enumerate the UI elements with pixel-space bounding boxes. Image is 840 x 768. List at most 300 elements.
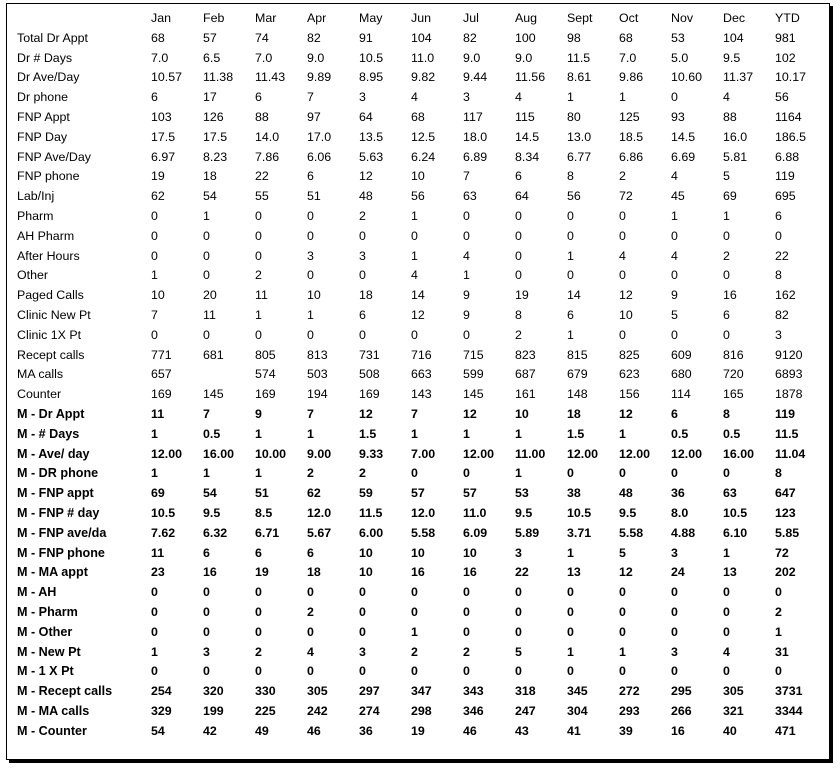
table-cell: 6 (775, 208, 782, 223)
table-cell: 63 (463, 189, 477, 204)
table-cell: 0 (203, 248, 210, 263)
table-cell: 82 (463, 30, 477, 45)
table-cell: 0 (619, 604, 626, 619)
row-label: Clinic 1X Pt (17, 327, 82, 342)
table-cell: 0 (723, 604, 730, 619)
table-cell: 6 (515, 169, 522, 184)
table-cell: 1 (567, 644, 574, 659)
table-cell: 10 (151, 288, 165, 303)
table-cell: 687 (515, 367, 536, 382)
table-cell: 3 (359, 644, 366, 659)
table-cell: 54 (203, 189, 217, 204)
table-cell: 815 (567, 347, 588, 362)
table-cell: 0 (307, 624, 314, 639)
table-cell: 3 (307, 248, 314, 263)
table-cell: 0 (619, 268, 626, 283)
table-cell: 14.5 (671, 129, 696, 144)
table-cell: 64 (359, 109, 373, 124)
table-cell: 0 (463, 664, 470, 679)
table-cell: 0 (567, 585, 574, 600)
table-cell: 6 (151, 90, 158, 105)
table-cell: 1 (515, 426, 522, 441)
table-cell: 295 (671, 684, 692, 699)
table-cell: 813 (307, 347, 328, 362)
table-row (17, 49, 822, 69)
row-label: FNP phone (17, 169, 80, 184)
table-cell: 0 (359, 585, 366, 600)
table-cell: 0 (463, 327, 470, 342)
table-cell: 80 (567, 109, 581, 124)
table-cell: 1 (463, 426, 470, 441)
table-cell: 0 (255, 248, 262, 263)
table-row (17, 445, 822, 465)
table-cell: 274 (359, 703, 380, 718)
table-cell: 18 (567, 406, 581, 421)
table-cell: 6 (567, 307, 574, 322)
table-cell: 1.5 (359, 426, 377, 441)
table-cell: 82 (775, 307, 789, 322)
table-cell: 2 (411, 644, 418, 659)
table-cell: 18.0 (463, 129, 488, 144)
row-label: M - FNP # day (17, 505, 100, 520)
table-cell: 3 (515, 545, 522, 560)
table-cell: 0 (203, 268, 210, 283)
table-cell: 8.5 (255, 505, 273, 520)
table-cell: 19 (411, 723, 425, 738)
table-cell: 7.62 (151, 525, 176, 540)
table-cell: 0 (723, 624, 730, 639)
table-cell: 10 (411, 169, 425, 184)
table-cell: 169 (359, 387, 380, 402)
row-label: M - FNP phone (17, 545, 105, 560)
table-cell: 12.00 (463, 446, 495, 461)
table-cell: 9.89 (307, 70, 332, 85)
table-cell: 91 (359, 30, 373, 45)
table-cell: 8 (723, 406, 730, 421)
table-cell: 1 (255, 307, 262, 322)
column-header-nov: Nov (671, 11, 694, 25)
table-cell: 1 (255, 466, 262, 481)
table-cell: 0 (151, 228, 158, 243)
table-cell: 4 (411, 268, 418, 283)
table-cell: 9 (671, 288, 678, 303)
table-cell: 12.00 (671, 446, 703, 461)
table-cell: 125 (619, 109, 640, 124)
table-cell: 202 (775, 565, 796, 580)
table-cell: 7.0 (151, 50, 169, 65)
table-row (17, 623, 822, 643)
table-cell: 0 (307, 228, 314, 243)
table-cell: 0 (359, 268, 366, 283)
column-header-apr: Apr (307, 11, 327, 25)
table-cell: 0 (515, 248, 522, 263)
row-label: M - 1 X Pt (17, 664, 74, 679)
table-cell: 0 (671, 624, 678, 639)
table-cell: 0 (463, 466, 470, 481)
table-cell: 123 (775, 505, 796, 520)
table-cell: 2 (619, 169, 626, 184)
table-cell: 16 (411, 565, 425, 580)
table-cell: 46 (307, 723, 321, 738)
table-cell: 2 (307, 604, 314, 619)
table-cell: 0 (567, 208, 574, 223)
table-cell: 48 (359, 189, 373, 204)
table-cell: 88 (255, 109, 269, 124)
table-cell: 6.89 (463, 149, 488, 164)
table-cell: 115 (515, 109, 535, 124)
table-cell: 8.61 (567, 70, 592, 85)
table-cell: 345 (567, 684, 588, 699)
table-cell: 82 (307, 30, 321, 45)
table-cell: 10.60 (671, 70, 703, 85)
table-row (17, 603, 822, 623)
table-row (17, 326, 822, 346)
table-cell: 9.5 (723, 50, 741, 65)
table-cell: 1 (411, 248, 418, 263)
table-cell: 148 (567, 387, 588, 402)
column-header-mar: Mar (255, 11, 277, 25)
table-cell: 0 (671, 90, 678, 105)
row-label: M - Dr Appt (17, 406, 85, 421)
table-cell: 6.10 (723, 525, 748, 540)
table-cell: 0 (515, 604, 522, 619)
row-label: M - Pharm (17, 604, 78, 619)
table-cell: 31 (775, 644, 789, 659)
table-cell: 64 (515, 189, 529, 204)
table-cell: 1 (723, 208, 730, 223)
table-cell: 0 (463, 624, 470, 639)
table-cell: 16.0 (723, 129, 748, 144)
table-cell: 20 (203, 288, 217, 303)
table-cell: 117 (463, 109, 483, 124)
table-cell: 0 (203, 327, 210, 342)
row-label: M - Counter (17, 723, 87, 738)
table-cell: 16 (463, 565, 477, 580)
table-row (17, 682, 822, 702)
table-cell: 242 (307, 703, 328, 718)
table-cell: 0 (619, 466, 626, 481)
table-cell: 0 (619, 624, 626, 639)
table-cell: 3 (463, 90, 470, 105)
table-cell: 55 (255, 189, 269, 204)
row-label: Paged Calls (17, 288, 84, 303)
table-cell: 225 (255, 703, 276, 718)
table-cell: 0.5 (723, 426, 741, 441)
row-label: AH Pharm (17, 228, 75, 243)
table-cell: 0 (723, 268, 730, 283)
row-label: Dr Ave/Day (17, 70, 80, 85)
table-row (17, 722, 822, 742)
table-cell: 4 (671, 169, 678, 184)
table-cell: 69 (151, 486, 165, 501)
table-cell: 347 (411, 684, 432, 699)
table-cell: 805 (255, 347, 276, 362)
table-cell: 0 (203, 624, 210, 639)
table-row (17, 662, 822, 682)
table-cell: 9.5 (619, 505, 637, 520)
table-cell: 716 (411, 347, 432, 362)
table-cell: 2 (515, 327, 522, 342)
table-cell: 1 (671, 208, 678, 223)
table-cell: 12.00 (567, 446, 599, 461)
table-cell: 1 (151, 466, 158, 481)
table-cell: 816 (723, 347, 744, 362)
table-cell: 12.00 (151, 446, 183, 461)
table-cell: 56 (411, 189, 425, 204)
table-cell: 7 (307, 90, 314, 105)
table-cell: 17.5 (151, 129, 176, 144)
table-cell: 145 (203, 387, 224, 402)
table-cell: 12 (463, 406, 477, 421)
table-cell: 2 (359, 208, 366, 223)
table-cell: 5 (723, 169, 730, 184)
table-cell: 0 (567, 624, 574, 639)
table-cell: 11 (255, 288, 268, 303)
table-cell: 0 (411, 664, 418, 679)
table-cell: 0 (671, 585, 678, 600)
table-cell: 0 (567, 664, 574, 679)
table-cell: 0 (151, 664, 158, 679)
table-cell: 10.5 (567, 505, 592, 520)
table-row (17, 167, 822, 187)
table-cell: 9120 (775, 347, 803, 362)
table-row (17, 504, 822, 524)
table-cell: 0 (411, 585, 418, 600)
table-cell: 0 (411, 228, 418, 243)
table-cell: 59 (359, 486, 373, 501)
table-row (17, 425, 822, 445)
table-cell: 0 (151, 585, 158, 600)
table-cell: 38 (567, 486, 581, 501)
table-cell: 6.24 (411, 149, 436, 164)
table-cell: 0 (775, 228, 782, 243)
table-cell: 0 (671, 327, 678, 342)
table-cell: 14.5 (515, 129, 540, 144)
table-cell: 1 (463, 268, 470, 283)
table-cell: 5.58 (411, 525, 436, 540)
row-label: Dr # Days (17, 50, 73, 65)
monthly-stats-table (17, 9, 822, 741)
table-cell: 19 (255, 565, 269, 580)
table-cell: 0 (307, 208, 314, 223)
table-cell: 0 (619, 664, 626, 679)
table-cell: 23 (151, 565, 165, 580)
table-cell: 0 (619, 228, 626, 243)
row-label: M - DR phone (17, 466, 99, 481)
table-cell: 5 (515, 644, 522, 659)
table-cell: 0 (567, 466, 574, 481)
table-cell: 1 (619, 644, 626, 659)
column-header-jan: Jan (151, 11, 171, 25)
table-cell: 169 (255, 387, 276, 402)
table-cell: 2 (255, 644, 262, 659)
table-cell: 5.0 (671, 50, 689, 65)
table-cell: 318 (515, 684, 536, 699)
table-cell: 731 (359, 347, 380, 362)
table-row (17, 484, 822, 504)
table-cell: 0 (619, 208, 626, 223)
table-cell: 22 (255, 169, 269, 184)
table-cell: 0 (151, 624, 158, 639)
table-cell: 22 (515, 565, 529, 580)
table-cell: 11.5 (359, 505, 383, 520)
table-cell: 6.71 (255, 525, 280, 540)
table-cell: 11.5 (567, 50, 591, 65)
table-cell: 42 (203, 723, 217, 738)
table-cell: 49 (255, 723, 269, 738)
table-cell: 11.37 (723, 70, 754, 85)
table-cell: 143 (411, 387, 432, 402)
table-cell: 0 (723, 466, 730, 481)
table-cell: 330 (255, 684, 276, 699)
table-row (17, 524, 822, 544)
table-cell: 2 (359, 466, 366, 481)
table-cell: 11 (203, 307, 216, 322)
table-cell: 0 (723, 585, 730, 600)
table-row (17, 544, 822, 564)
table-cell (203, 365, 255, 385)
table-cell: 12.0 (411, 505, 436, 520)
table-cell: 54 (203, 486, 217, 501)
table-cell: 72 (775, 545, 789, 560)
table-cell: 11.56 (515, 70, 546, 85)
table-cell: 0 (515, 208, 522, 223)
table-cell: 6.88 (775, 149, 800, 164)
table-cell: 10 (515, 406, 529, 421)
column-header-aug: Aug (515, 11, 538, 25)
table-cell: 272 (619, 684, 640, 699)
row-label: M - FNP ave/da (17, 525, 107, 540)
table-cell: 9.44 (463, 70, 488, 85)
table-cell: 0 (567, 268, 574, 283)
table-cell: 0 (151, 208, 158, 223)
table-cell: 647 (775, 486, 796, 501)
table-cell: 156 (619, 387, 640, 402)
table-cell: 12 (359, 169, 373, 184)
table-cell: 19 (151, 169, 165, 184)
table-row (17, 702, 822, 722)
table-cell: 0.5 (671, 426, 689, 441)
table-cell: 304 (567, 703, 588, 718)
table-cell: 6.32 (203, 525, 228, 540)
table-cell: 6 (203, 545, 210, 560)
table-cell: 194 (307, 387, 328, 402)
column-header-dec: Dec (723, 11, 746, 25)
table-cell: 6.09 (463, 525, 488, 540)
table-cell: 503 (307, 367, 328, 382)
table-cell: 16 (203, 565, 217, 580)
table-cell: 72 (619, 189, 633, 204)
table-cell: 14.0 (255, 129, 280, 144)
table-cell: 9 (463, 307, 470, 322)
table-cell: 24 (671, 565, 685, 580)
table-cell: 5.63 (359, 149, 384, 164)
table-cell: 329 (151, 703, 172, 718)
table-cell: 51 (307, 189, 321, 204)
table-cell: 0 (151, 604, 158, 619)
table-cell: 0 (515, 624, 522, 639)
table-cell: 679 (567, 367, 588, 382)
table-cell: 36 (671, 486, 685, 501)
table-cell: 3 (359, 248, 366, 263)
table-cell: 0 (619, 585, 626, 600)
table-cell: 695 (775, 189, 796, 204)
table-cell: 0 (255, 208, 262, 223)
table-cell: 11.04 (775, 446, 806, 461)
table-cell: 45 (671, 189, 685, 204)
table-cell: 4.88 (671, 525, 696, 540)
row-label: Lab/Inj (17, 189, 55, 204)
table-row (17, 385, 822, 405)
table-cell: 68 (411, 109, 425, 124)
column-header-sept: Sept (567, 11, 593, 25)
table-cell: 681 (203, 347, 224, 362)
table-cell: 18 (359, 288, 373, 303)
table-row (17, 405, 822, 425)
table-cell: 1 (255, 426, 262, 441)
table-cell: 6 (307, 169, 314, 184)
table-cell: 119 (775, 169, 795, 184)
table-cell: 16.00 (723, 446, 755, 461)
table-cell: 11.0 (463, 505, 487, 520)
table-cell: 53 (515, 486, 529, 501)
table-cell: 186.5 (775, 129, 807, 144)
table-cell: 10.17 (775, 70, 807, 85)
table-cell: 7 (463, 169, 470, 184)
table-cell: 3 (203, 644, 210, 659)
table-cell: 1 (307, 426, 314, 441)
table-cell: 162 (775, 288, 796, 303)
table-cell: 62 (151, 189, 165, 204)
table-cell: 0 (255, 604, 262, 619)
table-cell: 471 (775, 723, 796, 738)
table-cell: 4 (307, 644, 314, 659)
table-cell: 657 (151, 367, 172, 382)
table-cell: 247 (515, 703, 536, 718)
table-cell: 10.5 (723, 505, 748, 520)
table-cell: 12.0 (307, 505, 332, 520)
table-cell: 9.86 (619, 70, 644, 85)
table-cell: 9.33 (359, 446, 384, 461)
table-cell: 11 (151, 406, 165, 421)
table-cell: 17.5 (203, 129, 228, 144)
table-cell: 41 (567, 723, 581, 738)
table-cell: 17.0 (307, 129, 332, 144)
table-cell: 508 (359, 367, 380, 382)
table-cell: 623 (619, 367, 640, 382)
row-label: M - # Days (17, 426, 80, 441)
table-cell: 5 (671, 307, 678, 322)
table-cell: 0 (411, 327, 418, 342)
table-cell: 0 (463, 604, 470, 619)
row-label: Counter (17, 387, 62, 402)
row-label: M - MA calls (17, 703, 90, 718)
table-cell: 18 (307, 565, 321, 580)
table-cell: 9.0 (463, 50, 481, 65)
table-cell: 6 (307, 545, 314, 560)
row-label: M - MA appt (17, 565, 88, 580)
table-cell: 305 (723, 684, 744, 699)
row-label: M - AH (17, 585, 57, 600)
table-cell: 62 (307, 486, 321, 501)
table-cell: 1 (567, 545, 574, 560)
table-cell: 5.89 (515, 525, 540, 540)
table-cell: 663 (411, 367, 432, 382)
table-cell: 0 (359, 327, 366, 342)
table-cell: 6 (255, 545, 262, 560)
table-cell: 0 (359, 624, 366, 639)
table-cell: 0.5 (203, 426, 221, 441)
